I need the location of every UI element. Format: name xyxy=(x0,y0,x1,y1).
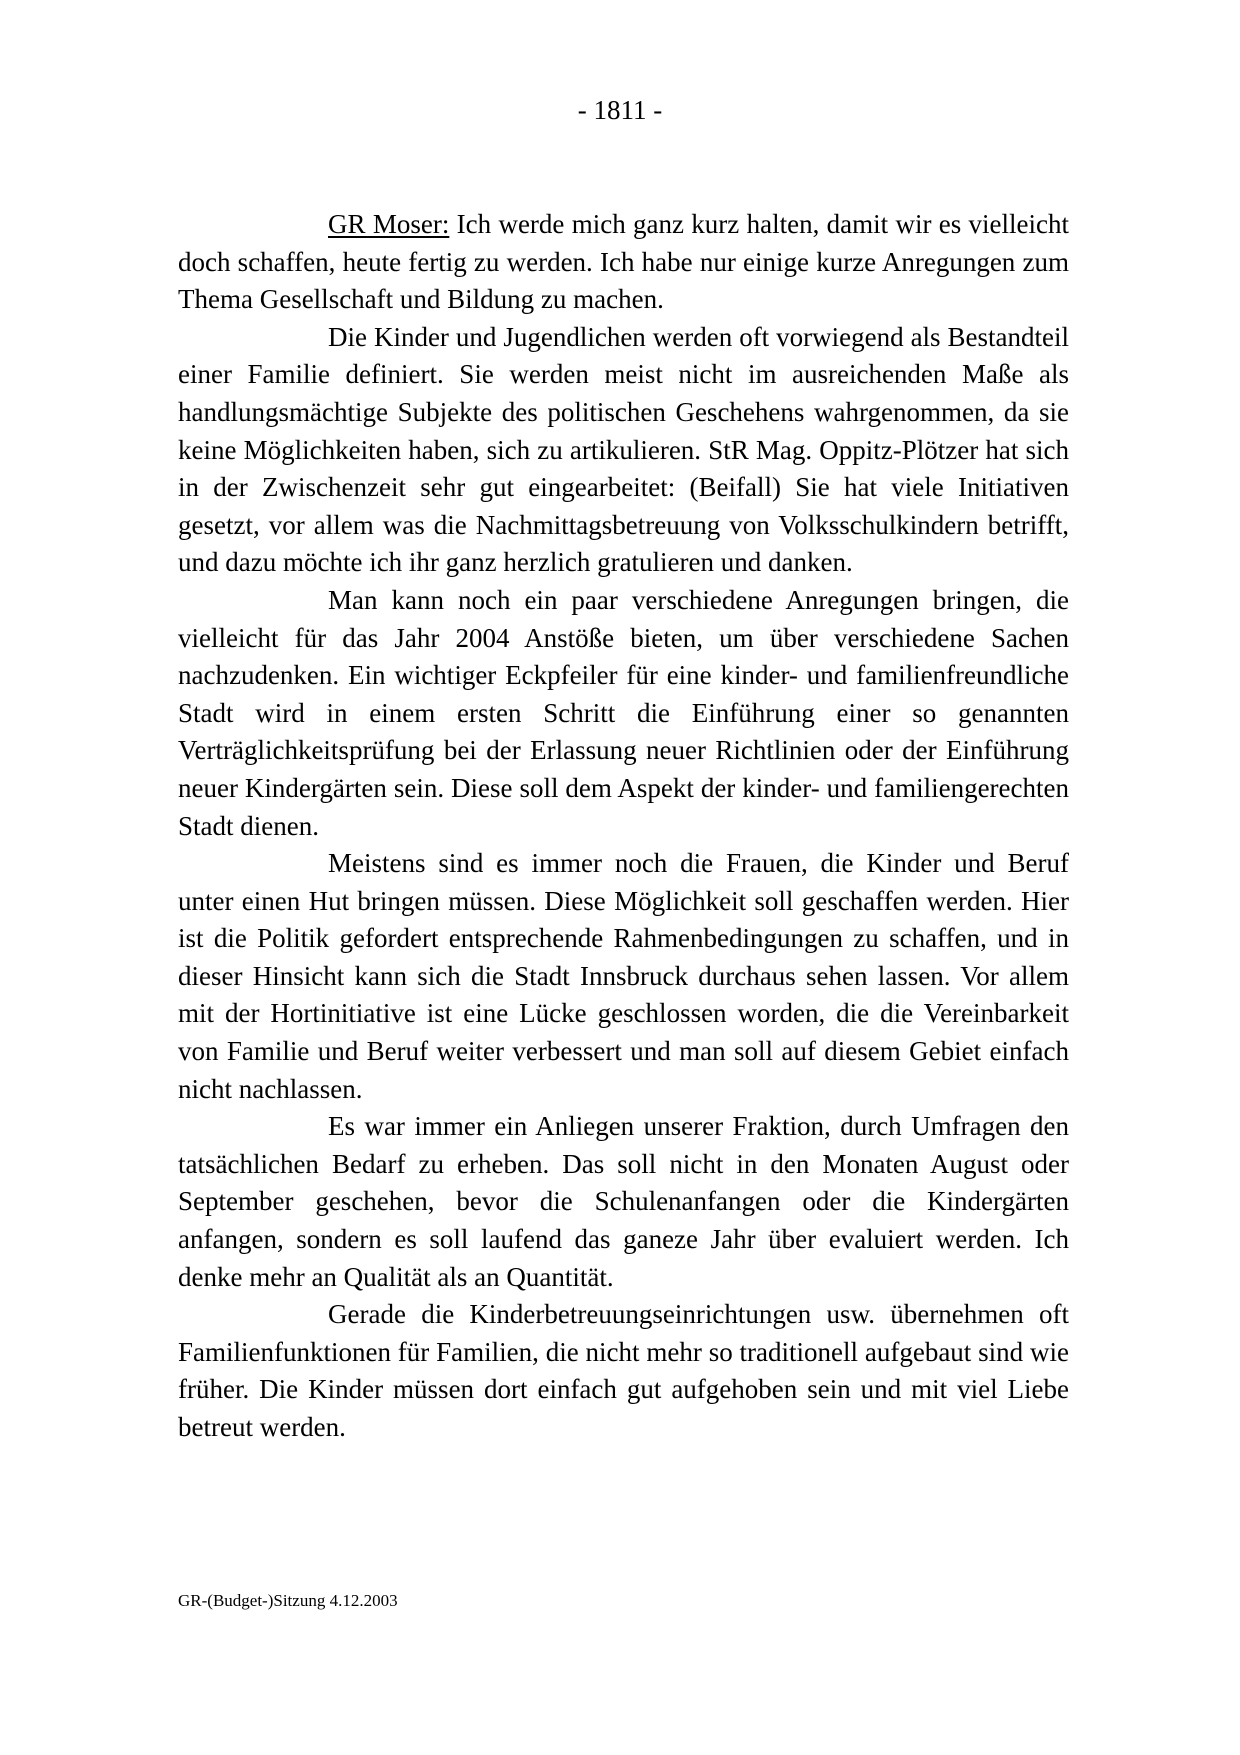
speaker-name: GR Moser: xyxy=(328,209,450,239)
paragraph-1-text: Ich werde mich ganz kurz halten, damit wir es vielleicht doch schaffen, heute fertig zu werden. Ich habe nur einige kurze Anregungen zum Thema Gesellschaft und Bildung zu machen. xyxy=(178,209,1070,315)
paragraph-2: Die Kinder und Jugendlichen werden oft vorwiegend als Bestandteil einer Familie definiert. Sie werden meist nicht im ausreichenden Maße als handlungsmächtige Subjekte des politischen Geschehens wahrgenommen, da sie keine Möglichkeiten haben, sich zu artikulieren. StR Mag. Oppitz-Plötzer hat sich in der Zwischenzeit sehr gut eingearbeitet: (Beifall) Sie hat viele Initiativen gesetzt, vor allem was die Nachmittagsbetreuung von Volksschulkindern betrifft, und dazu möchte ich ihr ganz herzlich gratulieren und danken. xyxy=(178,321,1069,578)
page-number: - 1811 - xyxy=(577,95,663,125)
paragraph-6: Gerade die Kinderbetreuungseinrichtungen usw. übernehmen oft Familienfunktionen für Familien, die nicht mehr so traditionell aufgebaut sind wie früher. Die Kinder müssen dort einfach gut aufgehoben sein und mit viel Liebe betreut werden. xyxy=(178,1299,1069,1442)
paragraph-4: Meistens sind es immer noch die Frauen, die Kinder und Beruf unter einen Hut bringen müssen. Diese Möglichkeit soll geschaffen werden. Hier ist die Politik gefordert entsprechende Rahmenbedingungen zu schaffen, und in dieser Hinsicht kann sich die Stadt Innsbruck durchaus sehen lassen. Vor allem mit der Hortinitiative ist eine Lücke geschlossen worden, die die Vereinbarkeit von Familie und Beruf weiter verbessert und man soll auf diesem Gebiet einfach nicht nachlassen. xyxy=(178,848,1069,1104)
speech-body xyxy=(178,206,1069,1447)
paragraph-5: Es war immer ein Anliegen unserer Fraktion, durch Umfragen den tatsächlichen Bedarf zu erheben. Das soll nicht in den Monaten August oder September geschehen, bevor die Schulenanfangen oder die Kindergärten anfangen, sondern es soll laufend das ganeze Jahr über evaluiert werden. Ich denke mehr an Qualität als an Quantität. xyxy=(178,1111,1069,1292)
footer-session-info: GR-(Budget-)Sitzung 4.12.2003 xyxy=(178,1591,398,1610)
paragraph-1 xyxy=(178,206,1069,319)
paragraph-3: Man kann noch ein paar verschiedene Anregungen bringen, die vielleicht für das Jahr 2004 Anstöße bieten, um über verschiedene Sachen nachzudenken. Ein wichtiger Eckpfeiler für eine kinder- und familienfreundliche Stadt wird in einem ersten Schritt die Einführung einer so genannten Verträglichkeitsprüfung bei der Erlassung neuer Richtlinien oder der Einführung neuer Kindergärten sein. Diese soll dem Aspekt der kinder- und familiengerechten Stadt dienen. xyxy=(178,584,1069,841)
